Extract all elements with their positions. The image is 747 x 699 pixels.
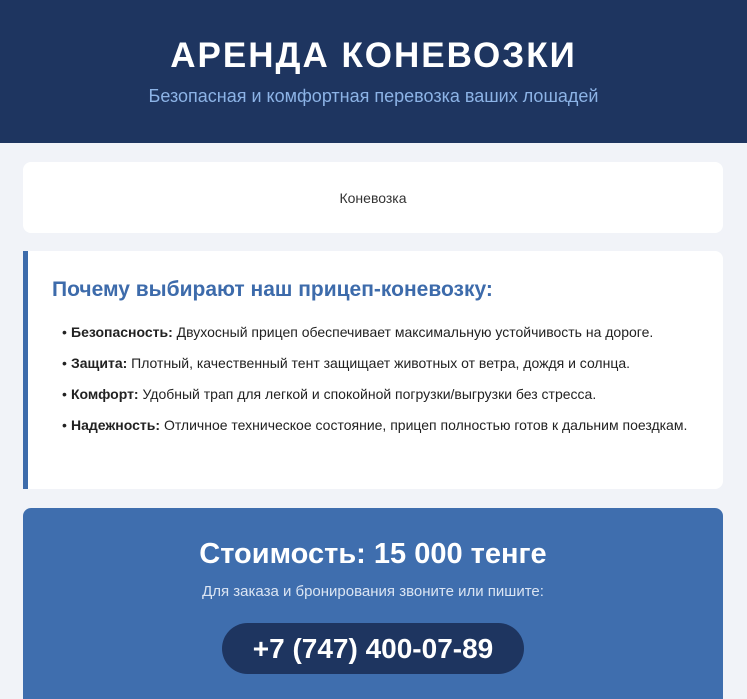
feature-item-reliability xyxy=(62,414,692,437)
page-subtitle: Безопасная и комфортная перевозка ваших лошадей xyxy=(148,86,599,106)
phone-button[interactable]: +7 (747) 400-07-89 xyxy=(222,623,524,674)
features-list xyxy=(62,321,692,445)
feature-label: Защита: xyxy=(71,355,128,371)
feature-label: Надежность: xyxy=(71,417,161,433)
feature-label: Комфорт: xyxy=(71,386,139,402)
price-text: Стоимость: 15 000 тенге xyxy=(199,538,547,570)
feature-item-comfort xyxy=(62,383,692,406)
pricing-section xyxy=(23,508,723,699)
features-heading: Почему выбирают наш прицеп-коневозку: xyxy=(52,278,493,301)
feature-item-protection xyxy=(62,352,692,375)
image-alt-text: Коневозка xyxy=(339,190,407,206)
features-card xyxy=(23,251,723,489)
page-header xyxy=(0,0,747,143)
feature-item-safety xyxy=(62,321,692,344)
feature-text: Плотный, качественный тент защищает животных от ветра, дождя и солнца. xyxy=(131,355,631,371)
feature-text: Удобный трап для легкой и спокойной погрузки/выгрузки без стресса. xyxy=(142,386,597,402)
feature-text: Двухосный прицеп обеспечивает максимальную устойчивость на дороге. xyxy=(176,324,654,340)
feature-label: Безопасность: xyxy=(71,324,173,340)
page-title: АРЕНДА КОНЕВОЗКИ xyxy=(170,36,577,75)
trailer-image xyxy=(23,162,723,233)
contact-note: Для заказа и бронирования звоните или пишите: xyxy=(202,583,544,600)
feature-text: Отличное техническое состояние, прицеп полностью готов к дальним поездкам. xyxy=(163,417,688,433)
